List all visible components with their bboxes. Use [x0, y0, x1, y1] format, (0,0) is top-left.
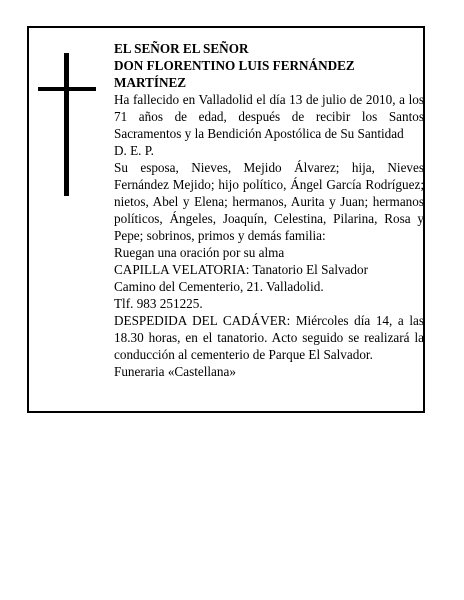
header-line: EL SEÑOR EL SEÑOR	[114, 41, 249, 56]
farewell-details: DESPEDIDA DEL CADÁVER: Miércoles día 14, a las 18.30 horas, en el tanatorio. Acto seguido se realizará la conducción al cementerio de Parque El Salvador.	[114, 313, 424, 362]
wake-location: CAPILLA VELATORIA: Tanatorio El Salvador	[114, 262, 369, 277]
phone-number: Tlf. 983 251225.	[114, 296, 203, 311]
prayer-request: Ruegan una oración por su alma	[114, 245, 285, 260]
funeral-home: Funeraria «Castellana»	[114, 364, 236, 379]
wake-address: Camino del Cementerio, 21. Valladolid.	[114, 279, 324, 294]
cross-icon-crossbar	[38, 87, 96, 91]
deceased-name: DON FLORENTINO LUIS FERNÁNDEZ MARTÍNEZ	[114, 58, 355, 90]
death-announcement: Ha fallecido en Valladolid el día 13 de julio de 2010, a los 71 años de edad, después de recibir los Santos Sacramentos y la Bendición Apostólica de Su Santidad	[114, 92, 424, 141]
rip-line: D. E. P.	[114, 143, 154, 158]
obituary-text	[114, 40, 424, 380]
family-list: Su esposa, Nieves, Mejido Álvarez; hija, Nieves Fernández Mejido; hijo político, Ángel García Rodríguez; nietos, Abel y Elena; hermanos, Aurita y Juan; hermanos políticos, Ángeles, Joaquín, Celestina, Pilarina, Rosa y Pepe; sobrinos, primos y demás familia:	[114, 160, 424, 243]
cross-icon	[64, 53, 69, 196]
